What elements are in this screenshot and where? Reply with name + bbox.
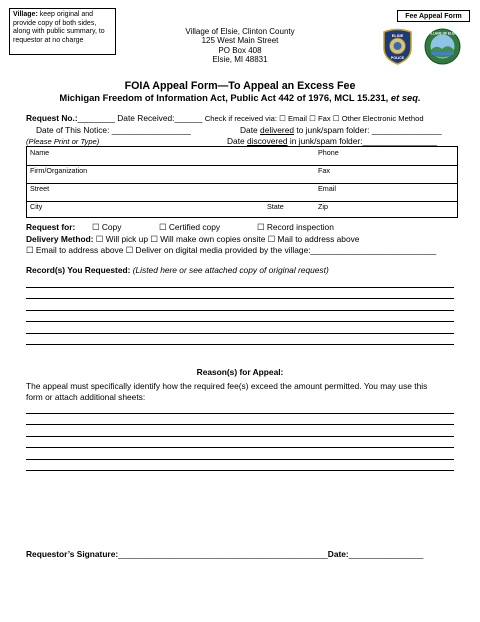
village-seal-icon <box>424 28 461 65</box>
delivered-post: to junk/spam folder: _______________ <box>294 125 442 135</box>
email-label: Email <box>318 184 336 193</box>
badge-top-text: ELSIE <box>391 33 404 38</box>
street-label: Street <box>30 184 50 193</box>
grid-row-street[interactable] <box>27 183 457 202</box>
signature-row[interactable] <box>26 549 423 559</box>
records-line[interactable] <box>26 310 454 311</box>
records-line[interactable] <box>26 298 454 299</box>
delivery-method-label: Delivery Method: <box>26 234 94 244</box>
city-label: City <box>30 202 43 211</box>
reason-line[interactable] <box>26 470 454 471</box>
copy-checkbox[interactable]: ☐ Copy <box>92 222 122 232</box>
record-inspection-checkbox[interactable]: ☐ Record inspection <box>257 222 334 232</box>
delivered-pre: Date <box>240 125 261 135</box>
form-title: FOIA Appeal Form—To Appeal an Excess Fee <box>124 80 356 92</box>
address-line-3: PO Box 408 <box>218 45 262 55</box>
print-note: (Please Print or Type) <box>26 137 100 146</box>
request-no-blank: ________ <box>77 113 115 123</box>
delivery-options-line-1[interactable]: ☐ Will pick up ☐ Will make own copies onsite ☐ Mail to address above <box>93 234 360 244</box>
phone-label: Phone <box>318 148 339 157</box>
delivered-word: delivered <box>260 125 295 135</box>
records-line[interactable] <box>26 287 454 288</box>
badge-bottom-text: POLICE <box>390 56 405 60</box>
records-line[interactable] <box>26 333 454 334</box>
reason-line[interactable] <box>26 459 454 460</box>
records-label: Record(s) You Requested: <box>26 265 131 275</box>
request-no-field[interactable] <box>26 113 424 123</box>
discovered-pre: Date <box>227 136 248 146</box>
address-line-4: Elsie, MI 48831 <box>212 54 268 64</box>
requestor-info-grid <box>26 146 458 218</box>
name-label: Name <box>30 148 50 157</box>
signature-date-label: Date: <box>327 549 349 559</box>
zip-label: Zip <box>318 202 328 211</box>
records-requested-heading <box>26 265 329 275</box>
grid-row-name[interactable] <box>27 147 457 166</box>
reason-line[interactable] <box>26 424 454 425</box>
subtitle-italic: et seq. <box>390 92 421 103</box>
grid-row-firm[interactable] <box>27 165 457 184</box>
form-subtitle <box>0 92 480 103</box>
date-received-blank: ______ <box>174 113 203 123</box>
seal-text: VILLAGE OF ELSIE <box>427 31 458 36</box>
delivery-method-row[interactable] <box>26 234 359 244</box>
form-type-tag: Fee Appeal Form <box>397 10 470 22</box>
reasons-text-2: form or attach additional sheets: <box>26 392 146 402</box>
date-notice-label: Date of This Notice: <box>36 125 110 135</box>
date-of-notice-field[interactable] <box>36 125 191 135</box>
state-label: State <box>267 202 284 211</box>
date-discovered-field[interactable] <box>227 136 437 146</box>
signature-date-blank[interactable]: ________________ <box>348 549 424 559</box>
subtitle-main: Michigan Freedom of Information Act, Public Act 442 of 1976, MCL 15.231, <box>59 92 391 103</box>
signature-label: Requestor’s Signature: <box>26 549 119 559</box>
police-badge-icon <box>381 28 414 65</box>
reasons-text-1: The appeal must specifically identify how the required fee(s) exceed the amount permitted. You may use this <box>26 381 428 391</box>
firm-label: Firm/Organization <box>30 166 88 175</box>
village-address <box>160 27 320 64</box>
certified-copy-checkbox[interactable]: ☐ Certified copy <box>159 222 221 232</box>
date-notice-blank: _________________ <box>111 125 191 135</box>
records-note: (Listed here or see attached copy of original request) <box>130 265 329 275</box>
discovered-post: in junk/spam folder:________________ <box>287 136 438 146</box>
records-line[interactable] <box>26 344 454 345</box>
request-for-row <box>26 222 75 232</box>
address-line-1: Village of Elsie, Clinton County <box>185 27 295 36</box>
address-line-2: 125 West Main Street <box>201 36 279 46</box>
discovered-word: discovered <box>247 136 288 146</box>
date-delivered-field[interactable] <box>240 125 442 135</box>
fax-label: Fax <box>318 166 330 175</box>
note-text: keep original and provide copy of both sides, along with public summary, to requestor at no charge <box>13 11 105 44</box>
request-no-label: Request No.: <box>26 113 78 123</box>
reason-line[interactable] <box>26 436 454 437</box>
reason-line[interactable] <box>26 413 454 414</box>
records-line[interactable] <box>26 321 454 322</box>
village-instruction-box <box>9 8 116 55</box>
check-received-via[interactable]: Check if received via: ☐ Email ☐ Fax ☐ Other Electronic Method <box>204 114 424 123</box>
reasons-heading: Reason(s) for Appeal: <box>196 367 284 377</box>
reason-line[interactable] <box>26 447 454 448</box>
note-lead: Village: <box>13 11 38 18</box>
date-received-label: Date Received: <box>117 113 175 123</box>
request-for-label: Request for: <box>26 222 76 232</box>
grid-row-city[interactable] <box>27 201 457 218</box>
signature-blank[interactable]: _____________________________________________ <box>118 549 328 559</box>
delivery-options-line-2[interactable]: ☐ Email to address above ☐ Deliver on digital media provided by the village:___________________________ <box>26 245 437 255</box>
